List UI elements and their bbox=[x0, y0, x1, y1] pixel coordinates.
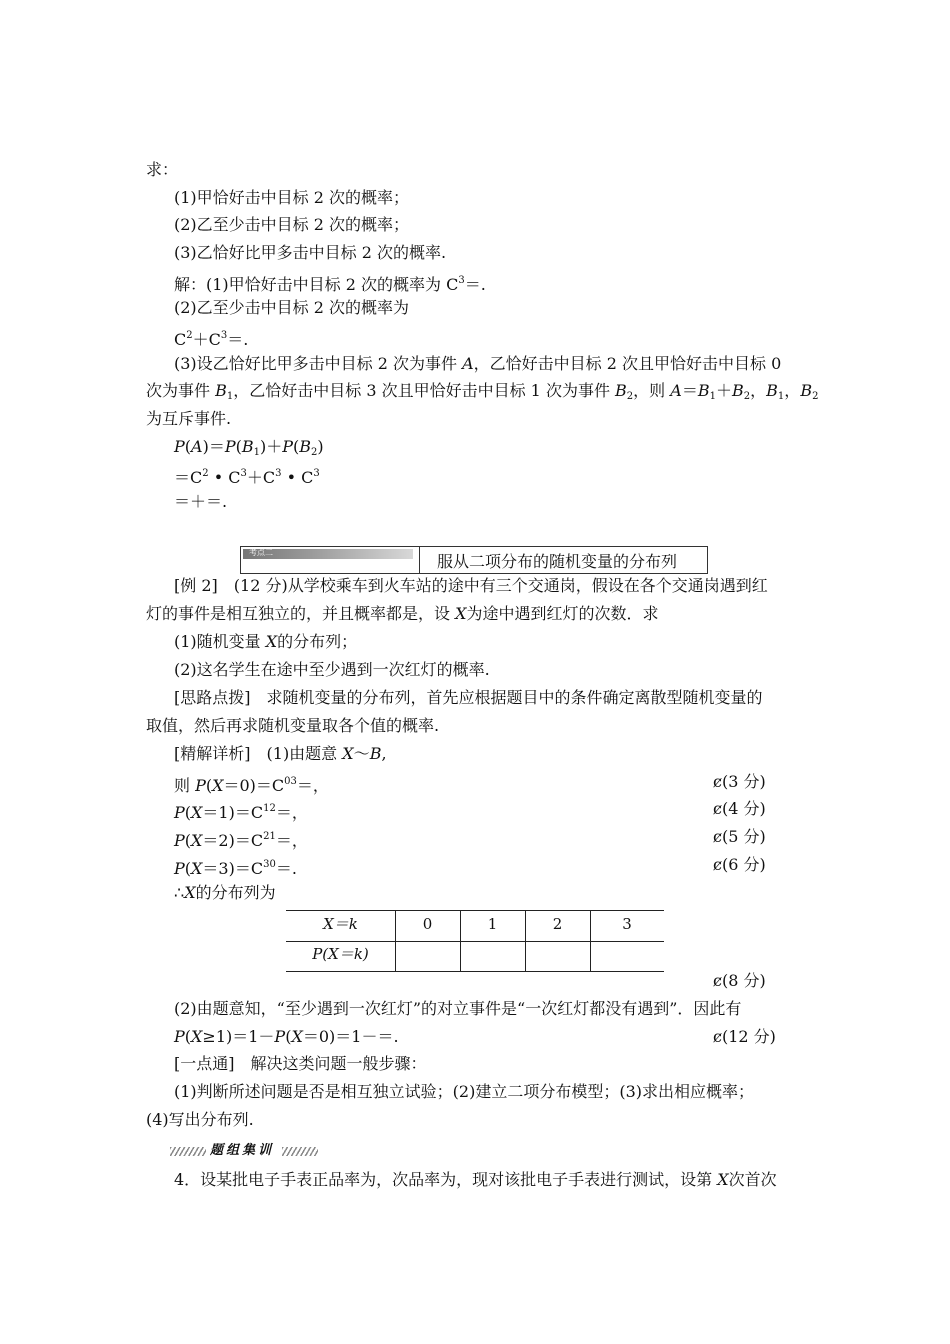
exercise-4-line1: 4．设某批电子手表正品率为，次品率为，现对该批电子手表进行测试，设第 X次首次 bbox=[174, 1170, 777, 1189]
hint-line2: 取值，然后再求随机变量取各个值的概率. bbox=[146, 716, 440, 735]
answer-3-line2-b: ，乙恰好击中目标 3 次且甲恰好击中目标 1 次为事件 bbox=[233, 381, 616, 400]
section-tag bbox=[243, 549, 413, 559]
exercise-4-text-b: 次首次 bbox=[728, 1170, 777, 1189]
formula-pa: $P(A)=P(B_1)+P(B_2)$ bbox=[174, 437, 324, 458]
example-q1: (1)随机变量 X的分布列； bbox=[174, 632, 358, 651]
question-2: (2)乙至少击中目标 2 次的概率； bbox=[174, 215, 410, 234]
answer-1: 解：(1)甲恰好击中目标 2 次的概率为 $C^3=$. bbox=[174, 275, 486, 294]
answer-3-text-b: ，乙恰好击中目标 2 次且甲恰好击中目标 0 bbox=[473, 354, 782, 373]
prob-x3: $P(X=3)=C^{30}=$. bbox=[174, 859, 297, 878]
table-value-0: 0 bbox=[422, 915, 433, 933]
answer-2-intro: (2)乙至少击中目标 2 次的概率为 bbox=[174, 298, 410, 317]
answer-3-line2-a: 次为事件 bbox=[146, 381, 216, 400]
prob-x1: $P(X=1)=C^{12}=$， bbox=[174, 803, 308, 822]
table-rule-mid bbox=[286, 941, 664, 942]
table-head-label: X＝k bbox=[323, 915, 358, 933]
example-q1-b: 的分布列； bbox=[277, 632, 358, 651]
tip-steps-2: (4)写出分布列. bbox=[146, 1110, 254, 1129]
answer-2-formula: $C^2+C^3=$. bbox=[174, 330, 249, 349]
hint-text: 求随机变量的分布列，首先应根据题目中的条件确定离散型随机变量的 bbox=[266, 688, 763, 707]
prob-x0: 则 $P(X=0)=C^{03}=$， bbox=[174, 776, 329, 795]
score-mark-12: ȼ(12 分) bbox=[713, 1027, 776, 1046]
table-value-2: 2 bbox=[552, 915, 563, 933]
score-mark-3: ȼ(3 分) bbox=[713, 772, 766, 791]
text-qiu: 求： bbox=[146, 160, 179, 179]
answer-3-line2-c: ，则 bbox=[633, 381, 671, 400]
dist-label: 的分布列为 bbox=[195, 883, 276, 902]
answer-2-c1: C bbox=[174, 330, 187, 349]
exercise-banner bbox=[170, 1142, 320, 1160]
answer-1-text: 解：(1)甲恰好击中目标 2 次的概率为 C bbox=[174, 275, 459, 294]
example-score: (12 分) bbox=[233, 576, 288, 595]
score-mark-4: ȼ(4 分) bbox=[713, 799, 766, 818]
hint-label: [思路点拨] bbox=[174, 688, 251, 707]
example-q1-a: (1)随机变量 bbox=[174, 632, 266, 651]
formula-combination: $=C^2$ • $C^3+C^3$ • $C^3$ bbox=[174, 468, 320, 487]
score-mark-8: ȼ(8 分) bbox=[713, 971, 766, 990]
example-text-2a: 灯的事件是相互独立的，并且概率都是，设 bbox=[146, 604, 456, 623]
tip-label: [一点通] bbox=[174, 1054, 235, 1073]
table-rule-bottom bbox=[286, 971, 664, 972]
table-rule-top bbox=[286, 910, 664, 911]
question-3: (3)乙恰好比甲多击中目标 2 次的概率. bbox=[174, 243, 447, 262]
part2-line2: P(X≥1)＝1－P(X＝0)＝1－＝. bbox=[174, 1027, 399, 1046]
table-value-1: 1 bbox=[487, 915, 498, 933]
answer-3-line3: 为互斥事件. bbox=[146, 409, 232, 428]
section-header bbox=[240, 546, 708, 574]
part2-line1: (2)由题意知，“至少遇到一次红灯”的对立事件是“一次红灯都没有遇到”．因此有 bbox=[174, 999, 742, 1018]
tip-text: 解决这类问题一般步骤： bbox=[250, 1054, 427, 1073]
answer-1-tail: ＝. bbox=[464, 275, 486, 294]
score-mark-6: ȼ(6 分) bbox=[713, 855, 766, 874]
solution-line1: [精解详析] (1)由题意 X～B, bbox=[174, 744, 387, 763]
example-line1 bbox=[174, 576, 768, 596]
distribution-table bbox=[286, 910, 664, 972]
table-row2-label: P(X＝k) bbox=[312, 945, 369, 963]
hatch-right bbox=[282, 1147, 318, 1156]
hint-line1 bbox=[174, 688, 763, 708]
table-value-3: 3 bbox=[622, 915, 632, 933]
solution-intro: (1)由题意 bbox=[266, 744, 343, 763]
tip-steps-1: (1)判断所述问题是否是相互独立试验；(2)建立二项分布模型；(3)求出相应概率； bbox=[174, 1082, 754, 1101]
prob-x2: $P(X=2)=C^{21}=$， bbox=[174, 831, 308, 850]
section-title: 服从二项分布的随机变量的分布列 bbox=[437, 552, 678, 571]
solution-label: [精解详析] bbox=[174, 744, 251, 763]
formula-result: ＝＋＝. bbox=[174, 492, 228, 511]
formula-c-start: ＝C bbox=[174, 468, 203, 487]
example-text-1: 从学校乘车到火车站的途中有三个交通岗，假设在各个交通岗遇到红 bbox=[287, 576, 768, 595]
dist-intro: ∴X的分布列为 bbox=[174, 883, 276, 902]
exercise-4-text-a: 4．设某批电子手表正品率为，次品率为，现对该批电子手表进行测试，设第 bbox=[174, 1170, 718, 1189]
example-line2: 灯的事件是相互独立的，并且概率都是，设 X为途中遇到红灯的次数．求 bbox=[146, 604, 659, 623]
section-divider bbox=[419, 547, 420, 573]
section-tag-text: 考点二 bbox=[249, 548, 273, 557]
tip-line bbox=[174, 1054, 427, 1074]
question-1: (1)甲恰好击中目标 2 次的概率； bbox=[174, 188, 410, 207]
banner-text: 题组集训 bbox=[210, 1143, 275, 1158]
part2-result: ＝1－＝. bbox=[335, 1027, 399, 1046]
score-mark-5: ȼ(5 分) bbox=[713, 827, 766, 846]
hatch-left bbox=[170, 1147, 206, 1156]
answer-2-end: ＝. bbox=[227, 330, 249, 349]
example-label: [例 2] bbox=[174, 576, 218, 595]
answer-3-line2: 次为事件 $B_1$，乙恰好击中目标 3 次且甲恰好击中目标 1 次为事件 $B_2$，则 $A=B_1+B_2$，$B_1$，$B_2$ bbox=[146, 381, 819, 402]
answer-3-line1: (3)设乙恰好比甲多击中目标 2 次为事件 A，乙恰好击中目标 2 次且甲恰好击中目标 0 bbox=[174, 354, 782, 373]
answer-2-mid: ＋C bbox=[192, 330, 221, 349]
example-text-2b: 为途中遇到红灯的次数．求 bbox=[466, 604, 659, 623]
example-q2: (2)这名学生在途中至少遇到一次红灯的概率. bbox=[174, 660, 490, 679]
therefore-symbol: ∴ bbox=[174, 883, 185, 902]
answer-3-text-a: (3)设乙恰好比甲多击中目标 2 次为事件 bbox=[174, 354, 463, 373]
prob-x0-prefix: 则 bbox=[174, 776, 196, 795]
